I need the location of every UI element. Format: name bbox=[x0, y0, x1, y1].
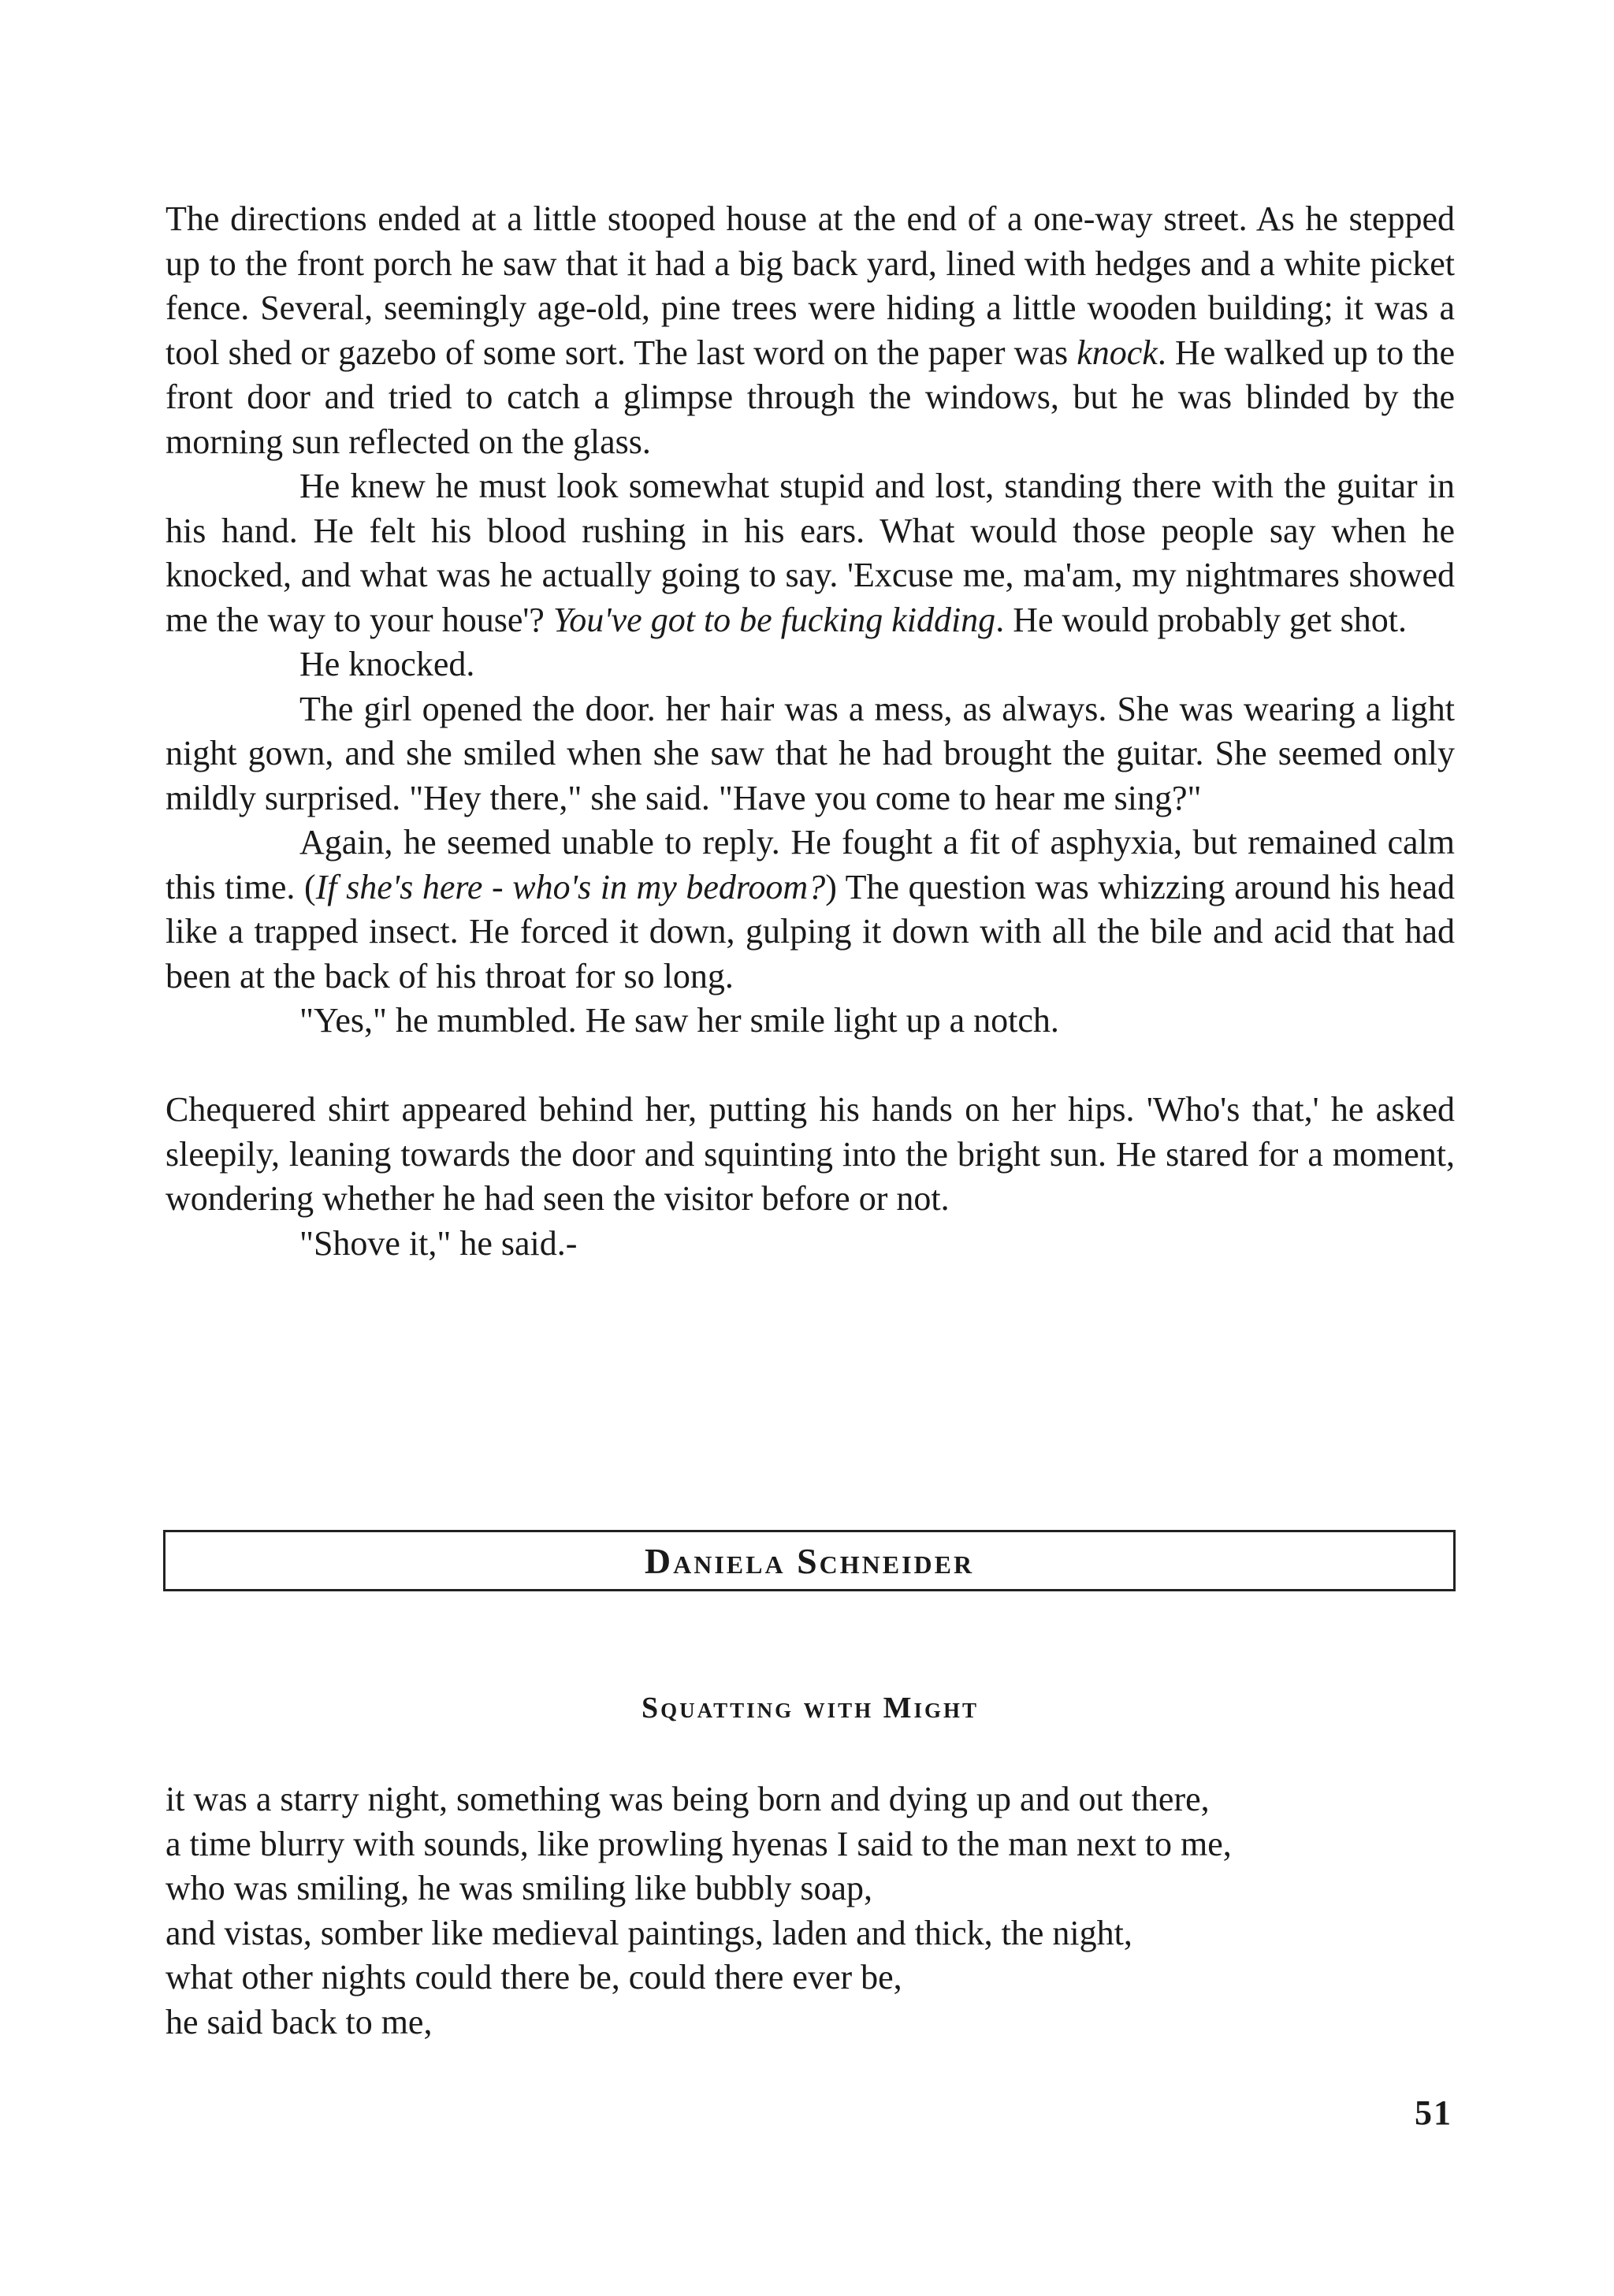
poem-line: it was a starry night, something was being born and dying up and out there, bbox=[165, 1780, 1210, 1818]
emphasis: knock bbox=[1077, 333, 1158, 372]
author-heading-box bbox=[163, 1530, 1456, 1591]
poem-line: and vistas, somber like medieval paintings, laden and thick, the night, bbox=[165, 1913, 1132, 1952]
poem-line: who was smiling, he was smiling like bubbly soap, bbox=[165, 1869, 873, 1907]
story-paragraph-5 bbox=[165, 821, 1455, 999]
emphasis: If she's here - who's in my bedroom? bbox=[315, 867, 826, 906]
story-text bbox=[165, 197, 1455, 1266]
poem-line: a time blurry with sounds, like prowling hyenas I said to the man next to me, bbox=[165, 1824, 1232, 1863]
author-name: Daniela Schneider bbox=[644, 1540, 975, 1581]
text-run: Again, he seemed unable to reply. He fought a fit of asphyxia, but remained calm this time. ( bbox=[165, 823, 1455, 906]
poem-line: he said back to me, bbox=[165, 2002, 433, 2041]
story-paragraph-3: He knocked. bbox=[299, 645, 475, 683]
text-run: . He would probably get shot. bbox=[995, 600, 1407, 639]
emphasis: You've got to be fucking kidding bbox=[552, 600, 996, 639]
poem-title: Squatting with Might bbox=[641, 1691, 980, 1725]
poem-line: what other nights could there be, could there ever be, bbox=[165, 1958, 902, 1996]
text-run: He knew he must look somewhat stupid and lost, standing there with the guitar in his hand. He felt his blood rushing in his ears. What would those people say when he knocked, and what was he actually going to say. 'Excuse me, ma'am, my nightmares showed me the way to your house'? bbox=[165, 467, 1455, 639]
text-run: The directions ended at a little stooped house at the end of a one-way street. As he stepped up to the front porch he saw that it had a big back yard, lined with hedges and a white picket fence. Several, seemingly age-old, pine trees were hiding a little wooden building; it was a tool shed or gazebo of some sort. The last word on the paper was bbox=[165, 199, 1455, 372]
story-paragraph-6: "Yes," he mumbled. He saw her smile light up a notch. bbox=[299, 1001, 1059, 1040]
text-run: ) The question was whizzing around his head like a trapped insect. He forced it down, gulping it down with all the bile and acid that had been at the back of his throat for so long. bbox=[165, 867, 1455, 995]
page-number: 51 bbox=[1415, 2093, 1452, 2132]
text-run: . He walked up to the front door and tried to catch a glimpse through the windows, but he was blinded by the morning sun reflected on the glass. bbox=[165, 333, 1456, 461]
story-paragraph-1 bbox=[165, 197, 1455, 464]
story-paragraph-2 bbox=[165, 464, 1455, 642]
poem-body bbox=[165, 1777, 1455, 2045]
story-paragraph-4: The girl opened the door. her hair was a mess, as always. She was wearing a light night gown, and she smiled when she saw that he had brought the guitar. She seemed only mildly surprised. "Hey there," she said. "Have you come to hear me sing?" bbox=[165, 689, 1455, 817]
story-paragraph-7: Chequered shirt appeared behind her, putting his hands on her hips. 'Who's that,' he asked sleepily, leaning towards the door and squinting into the bright sun. He stared for a moment, wondering whether he had seen the visitor before or not. bbox=[165, 1090, 1455, 1218]
story-paragraph-8: "Shove it," he said.- bbox=[299, 1223, 578, 1263]
